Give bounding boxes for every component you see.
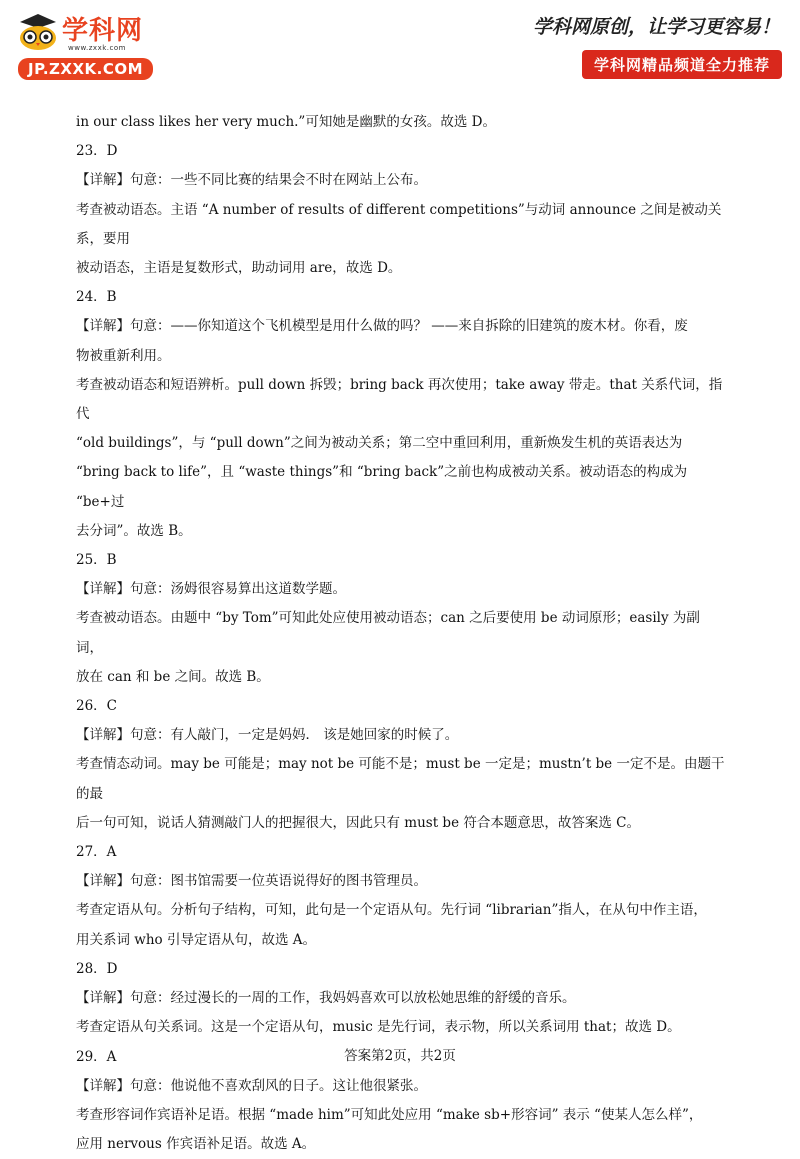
text-line: “bring back to life”，且 “waste things”和 “bring back”之前也构成被动关系。被动语态的构成为 “be+过 <box>76 464 688 510</box>
recommend-banner[interactable]: 学科网精品频道全力推荐 <box>582 50 782 79</box>
logo-title: 学科网 <box>62 16 144 46</box>
answer-number: 24．B <box>76 289 117 306</box>
answer-number: 25．B <box>76 552 117 569</box>
text-line: 去分词”。故选 B。 <box>76 522 192 539</box>
text-line: 放在 can 和 be 之间。故选 B。 <box>76 668 270 685</box>
text-line: 用关系词 who 引导定语从句，故选 A。 <box>76 931 317 948</box>
text-line: 【详解】句意：一些不同比赛的结果会不时在网站上公布。 <box>76 172 427 189</box>
text-line: 【详解】句意：有人敲门，一定是妈妈． 该是她回家的时候了。 <box>76 727 459 744</box>
text-line: “old buildings”，与 “pull down”之间为被动关系；第二空中重回利用，重新焕发生机的英语表达为 <box>76 435 683 452</box>
answer-number: 29．A <box>76 1048 117 1065</box>
text-line: 应用 nervous 作宾语补足语。故选 A。 <box>76 1136 316 1153</box>
text-line: 考查被动语态和短语辨析。pull down 拆毁；bring back 再次使用；take away 带走。that 关系代词，指代 <box>76 376 723 423</box>
zxxk-logo[interactable] <box>14 8 154 80</box>
answer-content <box>76 108 726 1159</box>
text-line: 后一句可知，说话人猜测敲门人的把握很大，因此只有 must be 符合本题意思，故答案选 C。 <box>76 814 640 831</box>
text-line: 【详解】句意：汤姆很容易算出这道数学题。 <box>76 581 346 598</box>
page-footer: 答案第2页，共2页 <box>344 1048 456 1064</box>
text-line: in our class likes her very much.”可知她是幽默的女孩。故选 D。 <box>76 114 496 130</box>
text-line: 被动语态，主语是复数形式，助动词用 are，故选 D。 <box>76 260 402 277</box>
page-header <box>0 0 800 90</box>
text-line: 考查形容词作宾语补足语。根据 “made him”可知此处应用 “make sb+形容词” 表示 “使某人怎么样”， <box>76 1106 703 1123</box>
text-line: 物被重新利用。 <box>76 347 171 364</box>
text-line: 【详解】句意：——你知道这个飞机模型是用什么做的吗？ ——来自拆除的旧建筑的废木材。你看，废 <box>76 318 688 335</box>
header-slogan: 学科网原创，让学习更容易！ <box>532 16 780 38</box>
text-line: 考查情态动词。may be 可能是；may not be 可能不是；must be 一定是；mustn’t be 一定不是。由题干的最 <box>76 756 725 802</box>
text-line: 【详解】句意：他说他不喜欢刮风的日子。这让他很紧张。 <box>76 1077 427 1094</box>
text-line: 考查定语从句关系词。这是一个定语从句，music 是先行词，表示物，所以关系词用 that；故选 D。 <box>76 1019 681 1036</box>
text-line: 【详解】句意：图书馆需要一位英语说得好的图书管理员。 <box>76 873 427 890</box>
answer-number: 26．C <box>76 698 118 715</box>
logo-badge: JP.ZXXK.COM <box>18 58 153 80</box>
answer-number: 23．D <box>76 143 118 160</box>
text-line: 考查被动语态。主语 “A number of results of different competitions”与动词 announce 之间是被动关系，要用 <box>76 201 722 247</box>
owl-icon <box>14 12 62 52</box>
text-line: 【详解】句意：经过漫长的一周的工作，我妈妈喜欢可以放松她思维的舒缓的音乐。 <box>76 990 576 1007</box>
text-line: 考查被动语态。由题中 “by Tom”可知此处应使用被动语态；can 之后要使用 be 动词原形；easily 为副词， <box>76 610 700 656</box>
answer-number: 28．D <box>76 960 118 977</box>
text-line: 考查定语从句。分析句子结构，可知，此句是一个定语从句。先行词 “librarian”指人，在从句中作主语， <box>76 902 707 919</box>
logo-url: www.zxxk.com <box>68 44 126 52</box>
answer-number: 27．A <box>76 844 117 861</box>
